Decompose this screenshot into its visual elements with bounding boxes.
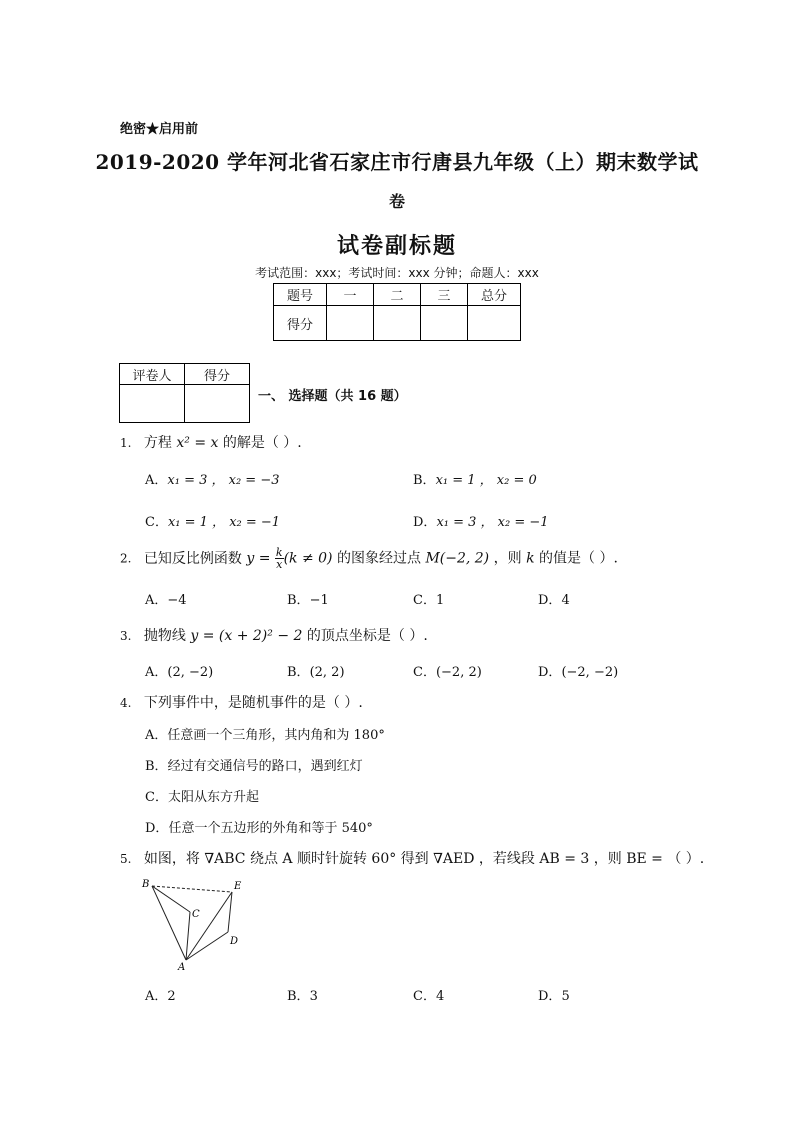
option-text: (2, −2) [167, 665, 214, 680]
fraction [275, 547, 284, 570]
option-letter: A． [145, 593, 168, 608]
option-b[interactable] [287, 589, 329, 608]
question-stem: 下列事件中，是随机事件的是（ ）. [143, 695, 363, 711]
option-a[interactable] [145, 661, 213, 680]
option-letter: C． [413, 665, 436, 680]
question-math: M(−2, 2) [425, 550, 490, 567]
question-5 [120, 848, 704, 868]
score-cell[interactable] [327, 306, 374, 341]
question-math: k [526, 550, 535, 567]
option-d[interactable] [538, 589, 570, 608]
option-a[interactable] [145, 589, 187, 608]
question-math: y = (x + 2)² − 2 [190, 628, 303, 644]
grader-header-cell: 评卷人 [120, 364, 185, 385]
option-text: x₁ = 3 ， x₂ = −1 [436, 515, 549, 530]
option-d[interactable] [538, 985, 570, 1004]
question-number: 2. [120, 551, 132, 566]
option-letter: D． [538, 665, 562, 680]
option-d[interactable] [413, 511, 549, 530]
option-text: −4 [167, 593, 187, 608]
option-a[interactable] [145, 724, 385, 743]
option-c[interactable] [145, 786, 259, 805]
score-header-cell: 三 [421, 284, 468, 306]
question-math: x² = x [176, 435, 219, 451]
option-d[interactable] [538, 661, 618, 680]
option-b[interactable] [287, 985, 318, 1004]
option-letter: A． [145, 665, 168, 680]
option-b[interactable] [413, 469, 537, 488]
option-text: 任意画一个三角形，其内角和为 180° [167, 728, 385, 743]
option-text: x₁ = 1 ， x₂ = 0 [435, 473, 537, 488]
question-3 [120, 625, 428, 645]
option-text: 2 [167, 989, 176, 1004]
segment-be [152, 886, 232, 892]
question-stem: 的顶点坐标是（ ）. [302, 628, 428, 644]
question-1 [120, 432, 302, 452]
score-table [273, 283, 521, 341]
label-e: E [234, 881, 242, 892]
exam-subtitle: 试卷副标题 [336, 233, 457, 259]
option-letter: D． [145, 821, 169, 836]
rotation-figure [138, 876, 250, 972]
score-cell[interactable] [421, 306, 468, 341]
grader-header-cell: 得分 [185, 364, 250, 385]
grader-cell[interactable] [120, 385, 185, 423]
question-stem: 的解是（ ）. [218, 435, 302, 451]
option-text: (−2, −2) [561, 665, 619, 680]
score-header-cell: 总分 [468, 284, 521, 306]
option-text: 1 [435, 593, 445, 608]
score-header-cell: 二 [374, 284, 421, 306]
question-math: y = [246, 550, 271, 567]
grader-table [119, 363, 250, 423]
question-4 [120, 692, 363, 712]
option-letter: C． [145, 790, 168, 805]
exam-title-line2: 卷 [388, 192, 405, 211]
option-letter: B． [287, 989, 310, 1004]
question-number: 3. [120, 629, 132, 643]
label-b: B [142, 879, 150, 890]
label-a: A [178, 962, 186, 972]
option-letter: D． [538, 989, 562, 1004]
segment-ed [228, 892, 232, 932]
exam-title-line1: 2019-2020 学年河北省石家庄市行唐县九年级（上）期末数学试 [95, 150, 699, 174]
option-text: −1 [309, 593, 329, 608]
option-c[interactable] [413, 985, 444, 1004]
option-text: 5 [561, 989, 570, 1004]
section-title: 一、 选择题（共 16 题） [258, 389, 407, 404]
option-letter: B． [287, 593, 310, 608]
segment-da [186, 932, 228, 960]
option-text: (−2, 2) [435, 665, 482, 680]
score-row-label: 得分 [274, 306, 327, 341]
score-cell[interactable] [374, 306, 421, 341]
question-math: (k ≠ 0) [283, 550, 333, 567]
option-text: 经过有交通信号的路口，遇到红灯 [167, 759, 363, 774]
question-stem: 的图象经过点 [332, 550, 426, 567]
option-text: x₁ = 3 ， x₂ = −3 [167, 473, 280, 488]
grader-cell[interactable] [185, 385, 250, 423]
segment-ca [186, 912, 190, 960]
question-stem: 的值是（ ）. [534, 550, 618, 567]
option-letter: C． [413, 593, 436, 608]
question-stem: 抛物线 [143, 628, 191, 644]
option-text: 4 [435, 989, 445, 1004]
option-letter: C． [145, 515, 168, 530]
option-a[interactable] [145, 469, 280, 488]
option-letter: A． [145, 989, 168, 1004]
question-stem: 已知反比例函数 [143, 550, 247, 567]
score-cell[interactable] [468, 306, 521, 341]
fraction-numerator: k [275, 546, 283, 559]
option-letter: D． [538, 593, 562, 608]
option-c[interactable] [413, 589, 444, 608]
option-text: 4 [561, 593, 570, 608]
question-2 [120, 547, 618, 570]
option-text: (2, 2) [309, 665, 345, 680]
option-a[interactable] [145, 985, 176, 1004]
segment-ea [186, 892, 232, 960]
option-letter: D． [413, 515, 437, 530]
option-text: x₁ = 1 ， x₂ = −1 [167, 515, 281, 530]
label-c: C [192, 909, 200, 920]
option-c[interactable] [413, 661, 482, 680]
question-number: 5. [120, 852, 132, 866]
question-number: 4. [120, 696, 132, 710]
question-stem: 方程 [143, 435, 177, 451]
option-b[interactable] [145, 755, 363, 774]
option-text: 太阳从东方升起 [167, 790, 259, 805]
question-number: 1. [120, 436, 132, 450]
exam-info: 考试范围：xxx；考试时间：xxx 分钟；命题人：xxx [255, 266, 539, 280]
option-letter: A． [145, 728, 168, 743]
confidential-mark: 绝密★启用前 [120, 122, 199, 137]
option-letter: B． [287, 665, 310, 680]
option-letter: C． [413, 989, 436, 1004]
fraction-denominator: x [276, 558, 283, 571]
option-letter: B． [413, 473, 436, 488]
option-text: 3 [309, 989, 318, 1004]
question-stem: 如图，将 ∇ABC 绕点 A 顺时针旋转 60° 得到 ∇AED ，若线段 AB = 3 ，则 BE = （ ）. [143, 851, 705, 867]
score-header-cell: 题号 [274, 284, 327, 306]
option-letter: A． [145, 473, 168, 488]
label-d: D [230, 936, 239, 947]
score-header-cell: 一 [327, 284, 374, 306]
option-letter: B． [145, 759, 168, 774]
option-b[interactable] [287, 661, 345, 680]
option-d[interactable] [145, 817, 373, 836]
option-c[interactable] [145, 511, 280, 530]
option-text: 任意一个五边形的外角和等于 540° [168, 821, 373, 836]
question-stem: ，则 [489, 550, 527, 567]
